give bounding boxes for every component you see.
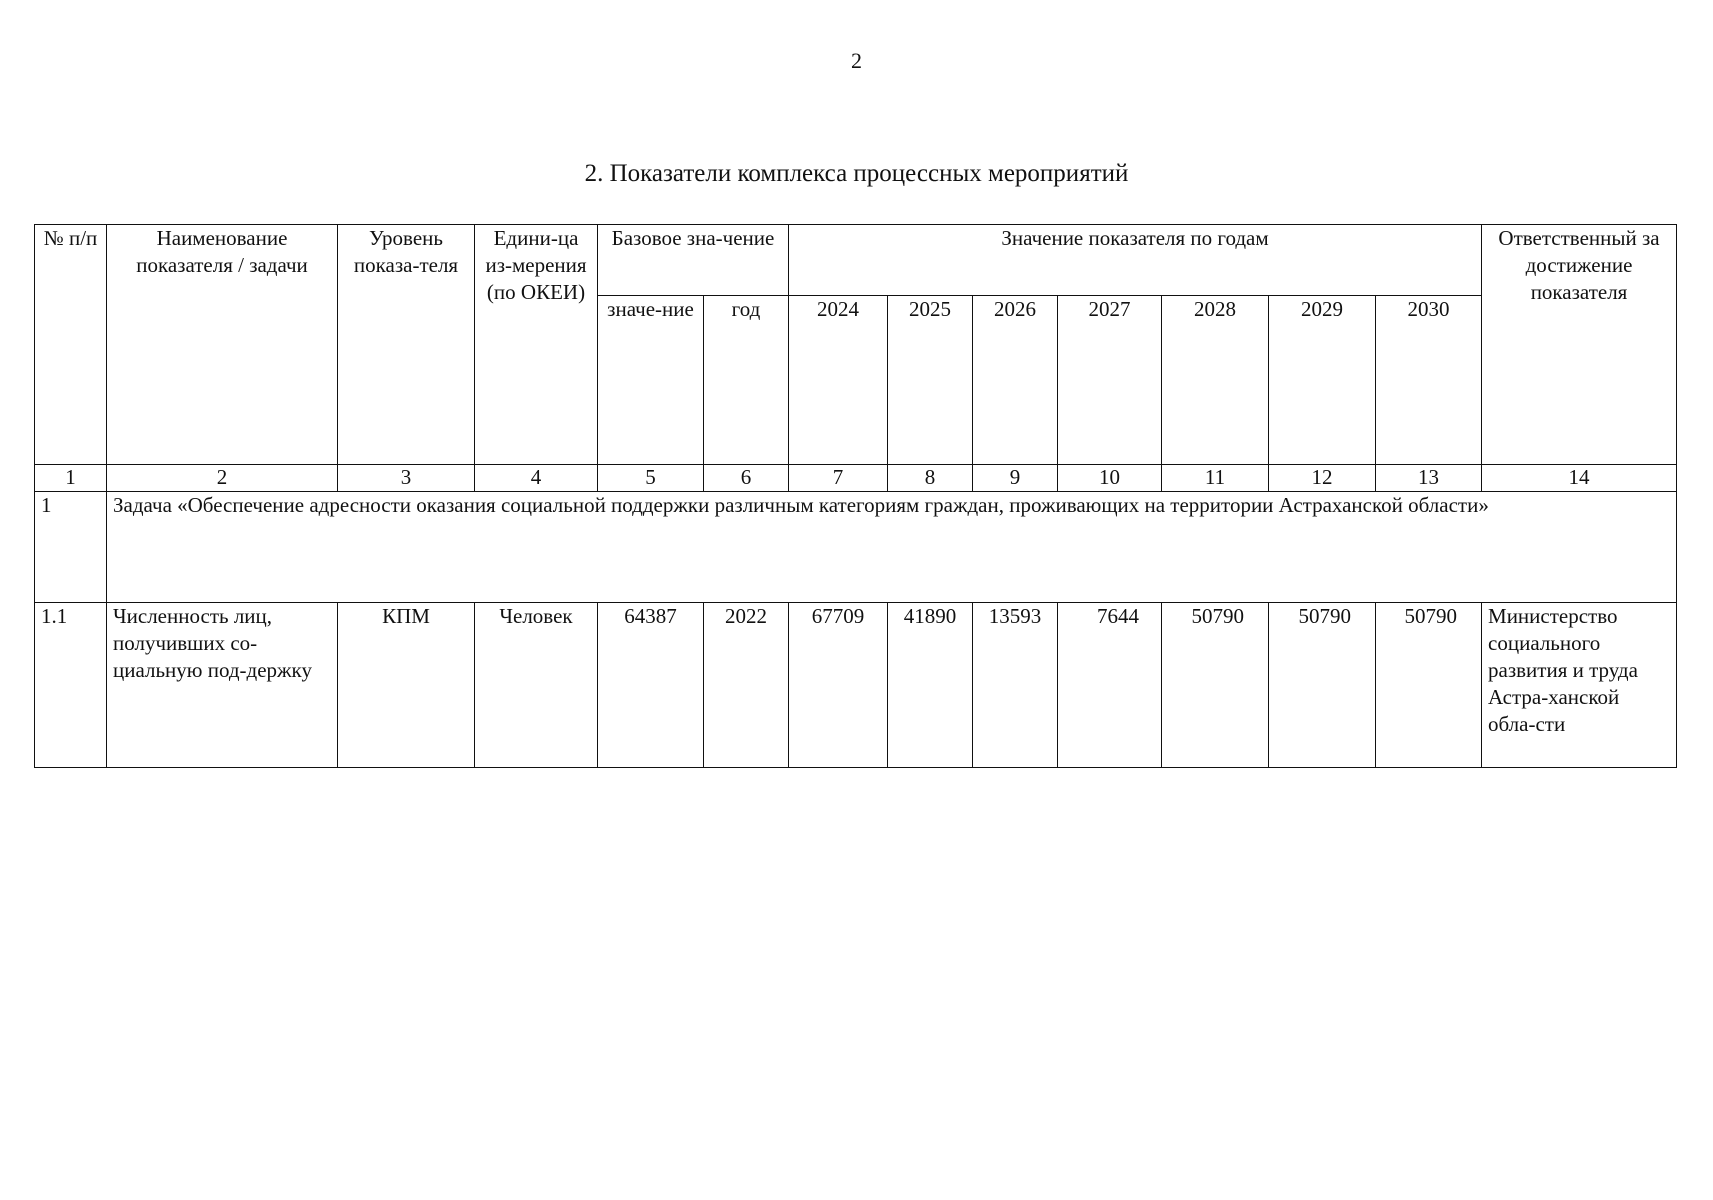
value-2029: 50790: [1269, 603, 1376, 768]
header-year-2026: 2026: [973, 296, 1058, 465]
header-unit: Едини-ца из-мерения (по ОКЕИ): [475, 225, 598, 465]
header-base-value: значе-ние: [598, 296, 704, 465]
column-number: 9: [973, 465, 1058, 492]
task-text: Задача «Обеспечение адресности оказания социальной поддержки различным категориям граждан, проживающих на территории Астраханской области»: [107, 492, 1677, 603]
header-level: Уровень показа-теля: [338, 225, 475, 465]
column-number: 14: [1482, 465, 1677, 492]
header-no: № п/п: [35, 225, 107, 465]
value-2027: 7644: [1058, 603, 1162, 768]
row-no: 1.1: [35, 603, 107, 768]
page-number: 2: [851, 48, 862, 73]
indicator-level: КПМ: [338, 603, 475, 768]
value-2024: 67709: [789, 603, 888, 768]
page-title: 2. Показатели комплекса процессных мероприятий: [584, 160, 1129, 187]
column-number: 6: [704, 465, 789, 492]
base-year: 2022: [704, 603, 789, 768]
value-2030: 50790: [1376, 603, 1482, 768]
responsible-body: Министерство социального развития и труда Астра-ханской обла-сти: [1482, 603, 1677, 768]
value-2028: 50790: [1162, 603, 1269, 768]
header-base: Базовое зна-чение: [598, 225, 789, 296]
value-2026: 13593: [973, 603, 1058, 768]
task-no: 1: [35, 492, 107, 603]
header-year-2025: 2025: [888, 296, 973, 465]
indicator-unit: Человек: [475, 603, 598, 768]
indicator-name: Численность лиц, получивших со-циальную под-держку: [107, 603, 338, 768]
header-year-2028: 2028: [1162, 296, 1269, 465]
column-number: 2: [107, 465, 338, 492]
header-name: Наименование показателя / задачи: [107, 225, 338, 465]
column-number: 11: [1162, 465, 1269, 492]
column-number: 4: [475, 465, 598, 492]
header-year-2027: 2027: [1058, 296, 1162, 465]
header-base-year: год: [704, 296, 789, 465]
base-value: 64387: [598, 603, 704, 768]
header-year-2030: 2030: [1376, 296, 1482, 465]
column-number: 13: [1376, 465, 1482, 492]
header-year-2029: 2029: [1269, 296, 1376, 465]
column-number: 5: [598, 465, 704, 492]
column-number: 10: [1058, 465, 1162, 492]
column-number: 7: [789, 465, 888, 492]
column-numbers-row: [35, 465, 1677, 492]
column-number: 1: [35, 465, 107, 492]
column-number: 3: [338, 465, 475, 492]
indicators-table: [34, 224, 1677, 768]
table-row: [35, 603, 1677, 768]
header-responsible: Ответственный за достижение показателя: [1482, 225, 1677, 465]
header-by-years: Значение показателя по годам: [789, 225, 1482, 296]
column-number: 12: [1269, 465, 1376, 492]
header-year-2024: 2024: [789, 296, 888, 465]
value-2025: 41890: [888, 603, 973, 768]
task-row: [35, 492, 1677, 603]
header-row-top: [35, 225, 1677, 296]
column-number: 8: [888, 465, 973, 492]
